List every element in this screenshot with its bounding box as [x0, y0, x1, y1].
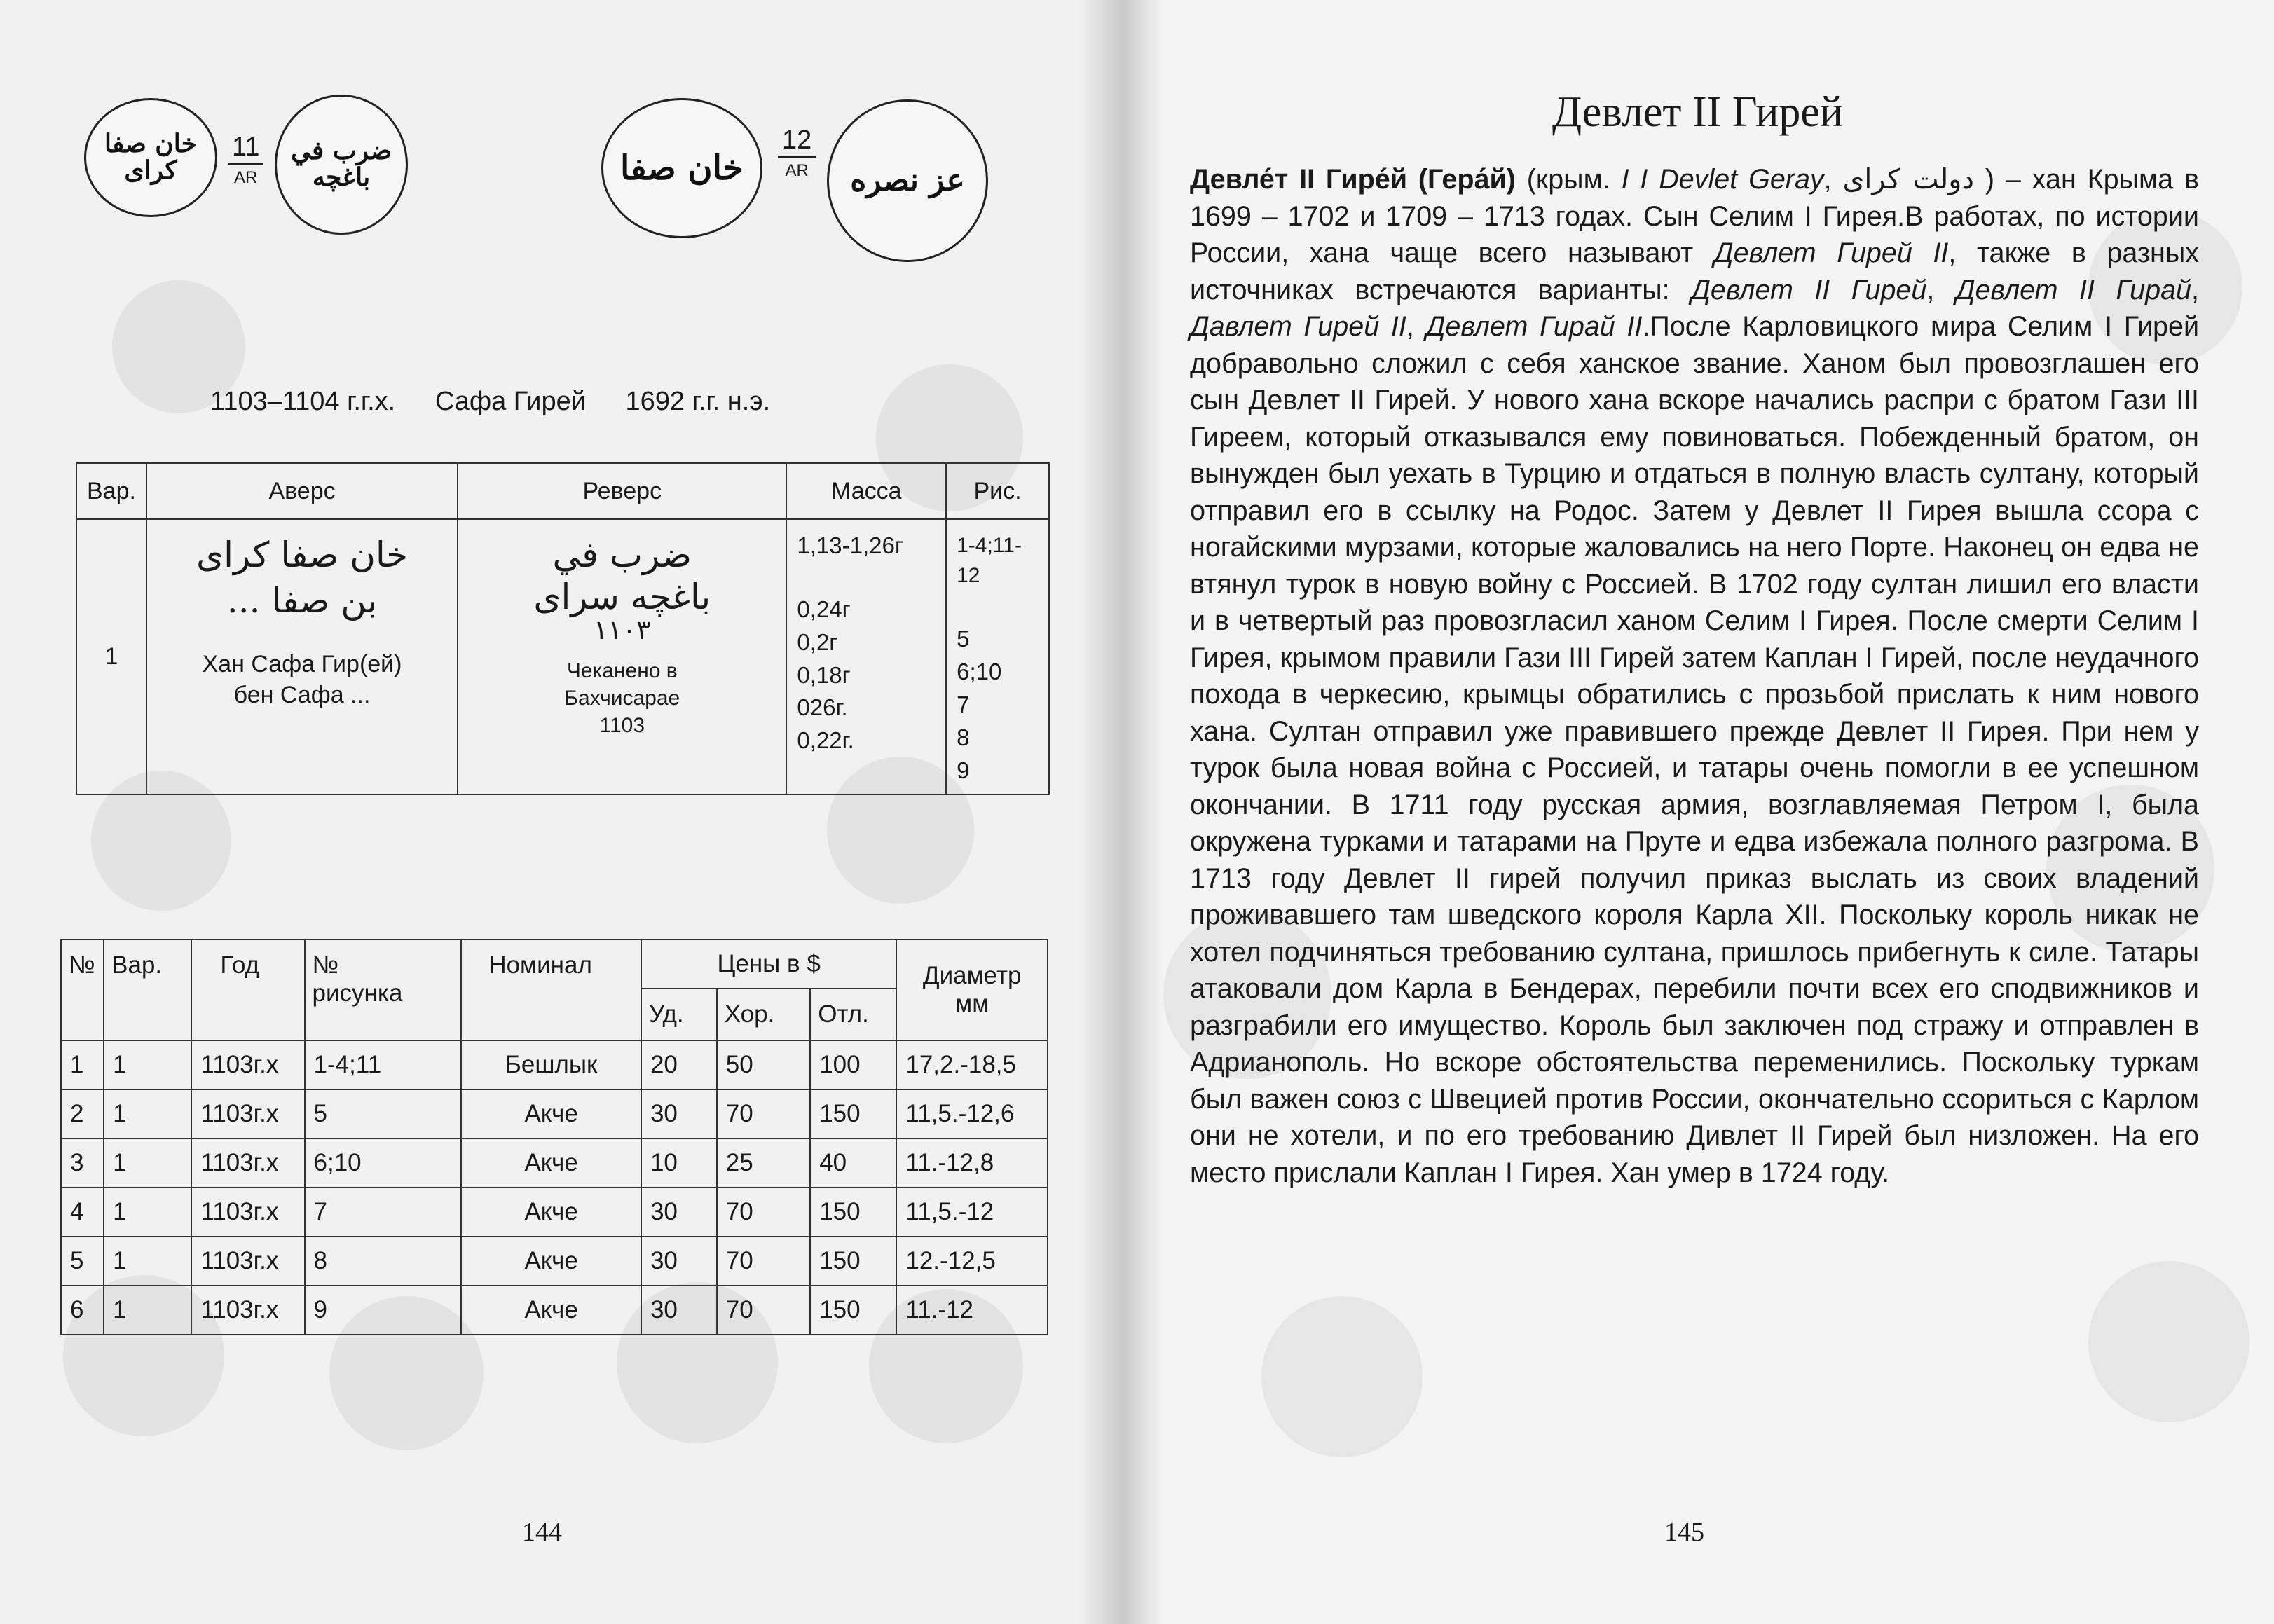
figure-cell: [946, 519, 1049, 794]
mass-value: 0,22г.: [797, 727, 854, 754]
coin-11-label: [228, 133, 263, 187]
coin-inscription: ضرب في باغچه: [290, 136, 392, 192]
coin-inscription: خان صفا: [620, 148, 744, 188]
cell-no: 1: [61, 1040, 104, 1089]
cell-nominal: Акче: [461, 1188, 641, 1237]
column-header: Рис.: [946, 463, 1049, 519]
table-row: [61, 1286, 1048, 1335]
cell-price-otl: 150: [810, 1089, 896, 1138]
cell-no: 3: [61, 1138, 104, 1188]
coin-11-obverse-image: [84, 98, 217, 217]
coin-12-reverse-image: [827, 99, 988, 262]
cell-price-ud: 10: [641, 1138, 717, 1188]
gutter-shadow: [1121, 0, 1163, 1624]
coin-12-obverse-image: [601, 98, 762, 238]
body-fragment: ) – хан Крыма в 1699 – 1702 и 1709 – 1713 годах. Сын Селим I Гирея.В работах, по истории России, хана чаще всего называют: [1190, 164, 2199, 268]
cell-year: 1103г.х: [191, 1040, 304, 1089]
table-row: [61, 1237, 1048, 1286]
mass-cell: [786, 519, 946, 794]
cell-price-hor: 50: [717, 1040, 810, 1089]
reverse-arabic-line: باغچه سراى: [533, 577, 711, 617]
cell-price-ud: 20: [641, 1040, 717, 1089]
article-body: [1190, 161, 2199, 1191]
cell-price-otl: 100: [810, 1040, 896, 1089]
coin-metal: AR: [785, 160, 809, 180]
cell-price-otl: 150: [810, 1188, 896, 1237]
reverse-transcription: Бахчисарае: [564, 687, 680, 710]
column-header-diameter: [896, 940, 1048, 1040]
table-row: [61, 1040, 1048, 1089]
cell-diameter: 11,5.-12: [896, 1188, 1048, 1237]
coin-11-reverse-image: [275, 95, 408, 235]
arabic-name: دولت كراى: [1842, 163, 1974, 195]
cell-fig: 9: [305, 1286, 462, 1335]
left-page: [0, 0, 1121, 1624]
header-line: мм: [955, 990, 989, 1017]
body-fragment: ,: [2191, 274, 2199, 305]
obverse-transcription: бен Сафа ...: [233, 682, 371, 709]
column-header: Отл.: [810, 989, 896, 1040]
name-variant: Девлет II Гирей: [1691, 274, 1927, 305]
column-header: Хор.: [717, 989, 810, 1040]
heading-years-ce: 1692 г.г. н.э.: [625, 387, 771, 416]
table-row: [61, 1089, 1048, 1138]
table-row: [61, 1188, 1048, 1237]
right-page: [1121, 0, 2274, 1624]
mass-value: 026г.: [797, 694, 848, 721]
cell-nominal: Акче: [461, 1237, 641, 1286]
cell-fig: 6;10: [305, 1138, 462, 1188]
show-through-coin: [1261, 1296, 1423, 1457]
coin-inscription: عز نصره: [850, 162, 965, 198]
obverse-arabic-line: خان صفا كراى: [196, 535, 409, 575]
body-fragment: ,: [1406, 311, 1426, 342]
cell-price-hor: 70: [717, 1237, 810, 1286]
cell-price-ud: 30: [641, 1089, 717, 1138]
cell-var: 1: [104, 1040, 191, 1089]
heading-ruler: Сафа Гирей: [434, 387, 586, 416]
figure-ref: 7: [957, 691, 970, 717]
cell-diameter: 12.-12,5: [896, 1237, 1048, 1286]
cell-price-ud: 30: [641, 1286, 717, 1335]
cell-diameter: 11.-12,8: [896, 1138, 1048, 1188]
reverse-arabic-line: ١١٠٣: [593, 614, 651, 645]
name-variant: Девлет Гирай II: [1425, 311, 1643, 342]
page-number: 144: [522, 1518, 562, 1547]
page-number: 145: [1664, 1518, 1704, 1547]
body-fragment: ,: [1823, 164, 1843, 195]
obverse-cell: [146, 519, 458, 794]
column-header: Масса: [786, 463, 946, 519]
variant-cell: 1: [76, 519, 146, 794]
column-header: Уд.: [641, 989, 717, 1040]
body-fragment: .После Карловицкого мира Селим I Гирей добравольно сложил с себя ханское звание. Ханом был провозглашен его сын Девлет II Гирей. У нового хана вскоре начались распри с братом Гази III Гиреем, который отказывался ему повиноваться. Побежденный братом, он вынужден был уехать в Турцию и отдаться в полную власть султану, который отправил его в ссылку на Родос. Затем у Девлет II Гирея вышла ссора с ногайскими мурзами, которые жаловались на него Порте. Наконец он едва не втянул турок в новую войну с Россией. В 1702 году султан лишил его власти и в четвертый раз провозгласил ханом Селим I Гирея. После смерти Селим I Гирея, крымом правили Гази III Гирей затем Каплан I Гирей, после неудачного похода в черкесию, крымцы обратились с прозьбой прислать к ним нового хана. Султан отправил уже правившего прежде Девлет II Гирея. При нем у турок была новая война с Россией, и татары очень помогли в ее успешном окончании. В 1711 году русская армия, возглавляемая Петром I, была окружена турками и татарами на Пруте и едва избежала полного разгрома. В 1713 году Девлет II гирей получил приказ выслать из своих владений проживавшего там шведского короля Карла XII. Поскольку король никак не хотел подчиняться требованию султана, пришлось прибегнуть к силе. Татары атаковали дом Карла в Бендерах, перебили почти всех его сподвижников и разграбили его имущество. Король был заключен под стражу и отправлен в Адрианополь. Но вскоре обстоятельства переменились. Поскольку туркам был важен союз с Швецией против России, окончательно ссориться с Карлом они не хотели, и по его требованию Дивлет II Гирей был низложен. На его место прислали Каплан I Гирея. Хан умер в 1724 году.: [1190, 311, 2200, 1188]
column-header-figure: [305, 940, 462, 1040]
obverse-arabic-line: بن صفا ...: [226, 580, 378, 621]
column-header-prices: Цены в $: [641, 940, 896, 989]
coin-section-heading: [210, 387, 802, 417]
cell-year: 1103г.х: [191, 1286, 304, 1335]
cell-no: 6: [61, 1286, 104, 1335]
mass-value: 0,18г: [797, 661, 851, 688]
body-fragment: , также в разных источниках встречаются варианты:: [1190, 238, 2199, 305]
page-title: Девлет II Гирей: [1552, 88, 1844, 136]
cell-fig: 1-4;11: [305, 1040, 462, 1089]
obverse-transcription: Хан Сафа Гир(ей): [202, 651, 402, 677]
cell-price-ud: 30: [641, 1237, 717, 1286]
cell-nominal: Акче: [461, 1286, 641, 1335]
mass-value: 0,2г: [797, 628, 838, 655]
mass-value: 0,24г: [797, 596, 851, 622]
cell-price-hor: 25: [717, 1138, 810, 1188]
figure-ref: 5: [957, 626, 970, 652]
cell-diameter: 11.-12: [896, 1286, 1048, 1335]
coin-12-label: [778, 126, 816, 180]
figure-ref: 9: [957, 757, 970, 783]
cell-year: 1103г.х: [191, 1188, 304, 1237]
header-line: рисунка: [312, 979, 403, 1007]
name-variant: Девлет Гирей II: [1713, 238, 1949, 268]
cell-price-hor: 70: [717, 1089, 810, 1138]
cell-price-otl: 150: [810, 1237, 896, 1286]
cell-year: 1103г.х: [191, 1138, 304, 1188]
gutter-shadow: [1079, 0, 1121, 1624]
coin-price-table: [60, 939, 1048, 1335]
cell-year: 1103г.х: [191, 1089, 304, 1138]
cell-price-otl: 40: [810, 1138, 896, 1188]
cell-var: 1: [104, 1089, 191, 1138]
name-variant: Давлет Гирей II: [1190, 311, 1406, 342]
reverse-arabic-line: ضرب في: [552, 535, 692, 575]
header-line: Диаметр: [922, 962, 1022, 989]
cell-no: 5: [61, 1237, 104, 1286]
cell-diameter: 17,2.-18,5: [896, 1040, 1048, 1089]
coin-description-table: [76, 462, 1050, 795]
cell-price-hor: 70: [717, 1286, 810, 1335]
cell-var: 1: [104, 1286, 191, 1335]
name-variant: Девлет II Гирай: [1955, 274, 2192, 305]
coin-number: 11: [228, 133, 263, 165]
cell-price-otl: 150: [810, 1286, 896, 1335]
cell-var: 1: [104, 1188, 191, 1237]
cell-nominal: Бешлык: [461, 1040, 641, 1089]
reverse-cell: [458, 519, 786, 794]
figure-ref: 6;10: [957, 659, 1002, 685]
cell-var: 1: [104, 1138, 191, 1188]
column-header: Вар.: [76, 463, 146, 519]
figure-ref: 8: [957, 724, 970, 750]
body-fragment: (крым.: [1515, 164, 1622, 195]
table-row: [61, 1138, 1048, 1188]
cell-fig: 5: [305, 1089, 462, 1138]
figure-ref: 1-4;11-12: [957, 534, 1022, 587]
column-header: Год: [191, 940, 304, 1040]
coin-number: 12: [778, 126, 816, 158]
show-through-coin: [2088, 1261, 2249, 1422]
cell-no: 4: [61, 1188, 104, 1237]
column-header: Реверс: [458, 463, 786, 519]
mass-value: 1,13-1,26г: [797, 532, 903, 558]
cell-no: 2: [61, 1089, 104, 1138]
cell-fig: 7: [305, 1188, 462, 1237]
column-header: Номинал: [461, 940, 641, 1040]
cell-year: 1103г.х: [191, 1237, 304, 1286]
cell-var: 1: [104, 1237, 191, 1286]
coin-inscription: خان صفا كراى: [104, 129, 197, 185]
coin-metal: AR: [234, 167, 258, 187]
cell-price-hor: 70: [717, 1188, 810, 1237]
column-header: №: [61, 940, 104, 1040]
ruler-name: Девле́т II Гире́й (Гера́й): [1190, 164, 1516, 195]
header-line: №: [312, 951, 339, 979]
reverse-transcription: 1103: [599, 714, 645, 737]
cell-nominal: Акче: [461, 1089, 641, 1138]
body-fragment: ,: [1926, 274, 1956, 305]
cell-diameter: 11,5.-12,6: [896, 1089, 1048, 1138]
heading-years-ah: 1103–1104 г.г.х.: [210, 387, 396, 416]
column-header: Вар.: [104, 940, 191, 1040]
crimean-name: I I Devlet Geray: [1621, 164, 1824, 195]
reverse-transcription: Чеканено в: [566, 659, 678, 682]
cell-fig: 8: [305, 1237, 462, 1286]
cell-price-ud: 30: [641, 1188, 717, 1237]
column-header: Аверс: [146, 463, 458, 519]
cell-nominal: Акче: [461, 1138, 641, 1188]
